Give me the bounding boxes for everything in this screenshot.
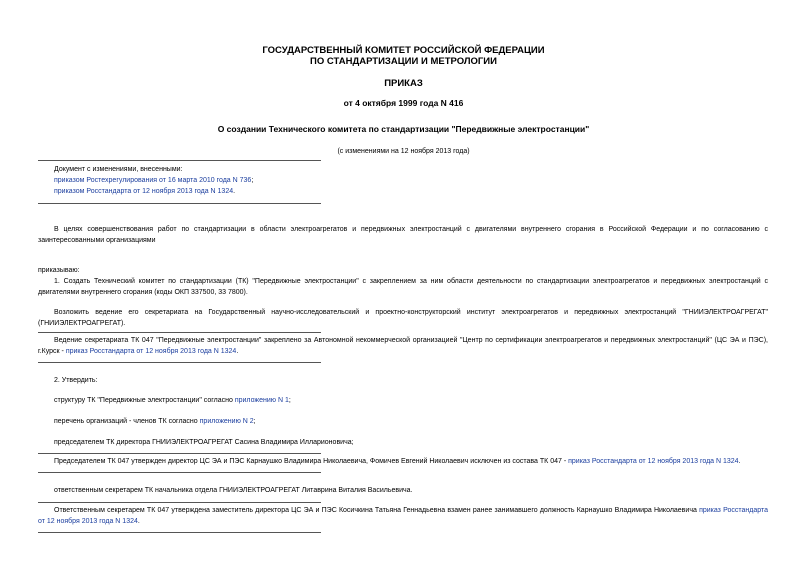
- doc-title: О создании Технического комитета по стандартизации "Передвижные электростанции": [217, 124, 590, 134]
- revision-note: (с изменениями на 12 ноября 2013 года): [337, 148, 470, 155]
- change-sep-1: ;: [251, 177, 254, 184]
- appendix-1-link[interactable]: приложению N 1: [234, 397, 289, 404]
- appendix-2-link[interactable]: приложению N 2: [199, 418, 254, 425]
- note-1-text: Ведение секретариата ТК 047 "Передвижные электростанции" закреплено за Автономной некоммерческой организацией "Центр по сертификации электроагрегатов и передвижных электростанций" (ЦС ЭА и ПЭС), г.Курск -: [38, 337, 768, 355]
- note-1: [38, 336, 768, 357]
- note-3-text: Ответственным секретарем ТК 047 утверждена заместитель директора ЦС ЭА и ПЭС Косичкина Татьяна Геннадьевна взамен ранее занимавшего должность Карнаушко Владимира Николаевича: [54, 507, 700, 514]
- note-2-text: Председателем ТК 047 утвержден директор ЦС ЭА и ПЭС Карнаушко Владимира Николаевича, Фомичев Евгений Николаевич исключен из состава ТК 047 -: [54, 458, 569, 465]
- divider: [38, 203, 321, 204]
- note-2-link[interactable]: приказ Росстандарта от 12 ноября 2013 года N 1324: [568, 458, 739, 465]
- note-1-link[interactable]: приказ Росстандарта от 12 ноября 2013 года N 1324: [65, 347, 237, 355]
- changes-intro: Документ с изменениями, внесенными:: [54, 166, 183, 173]
- paragraph-1b: Возложить ведение его секретариата на Государственный научно-исследовательский и проектно-конструкторский институт электроагрегатов и передвижных электростанций "ГНИИЭЛЕКТРОАГРЕГАТ" (ГНИИЭЛЕКТРОАГРЕГАТ).: [38, 309, 768, 327]
- divider: [38, 502, 321, 503]
- p2b-text: перечень организаций - членов ТК согласно: [54, 418, 200, 425]
- paragraph-2d: ответственным секретарем ТК начальника отдела ГНИИЭЛЕКТРОАГРЕГАТ Литаврина Виталия Васильевича.: [54, 487, 413, 494]
- paragraph-2a: [54, 396, 291, 407]
- p2a-text: структуру ТК "Передвижные электростанции" согласно: [54, 397, 235, 404]
- header-line-1: ГОСУДАРСТВЕННЫЙ КОМИТЕТ РОССИЙСКОЙ ФЕДЕРАЦИИ: [262, 45, 545, 56]
- change-link-2[interactable]: приказом Росстандарта от 12 ноября 2013 года N 1324: [54, 188, 234, 195]
- divider: [38, 472, 321, 473]
- note-3-end: .: [137, 517, 140, 525]
- divider: [38, 453, 321, 454]
- note-3: [38, 506, 768, 527]
- paragraph-2c: председателем ТК директора ГНИИЭЛЕКТРОАГРЕГАТ Сасина Владимира Илларионовича;: [54, 439, 354, 446]
- doc-type: ПРИКАЗ: [384, 78, 423, 89]
- p2a-end: ;: [288, 397, 291, 404]
- paragraph-2b: [54, 417, 256, 428]
- divider: [38, 362, 321, 363]
- paragraph-1: 1. Создать Технический комитет по стандартизации (ТК) "Передвижные электростанции" с закреплением за ним области деятельности по стандартизации электроагрегатов и передвижных электростанций с двигателями внутреннего сгорания (коды ОКП 337500, 33 7800).: [38, 278, 768, 296]
- note-1-end: .: [236, 347, 239, 355]
- order-word: приказываю:: [38, 267, 80, 274]
- divider: [38, 332, 321, 333]
- change-link-1[interactable]: приказом Ростехрегулирования от 16 марта 2010 года N 736: [54, 177, 252, 184]
- header-line-2: ПО СТАНДАРТИЗАЦИИ И МЕТРОЛОГИИ: [310, 56, 497, 67]
- note-2-end: .: [738, 458, 741, 465]
- note-2: [54, 457, 768, 468]
- preamble: В целях совершенствования работ по стандартизации в области электроагрегатов и передвижных электростанций с двигателями внутреннего сгорания в Российской Федерации и по согласованию с заинтересованными организациями: [38, 226, 768, 244]
- divider: [38, 532, 321, 533]
- paragraph-2: 2. Утвердить:: [54, 377, 98, 384]
- p2b-end: ;: [253, 418, 256, 425]
- note-3-link[interactable]: приказ Росстандарта от 12 ноября 2013 года N 1324: [38, 507, 768, 525]
- doc-date: от 4 октября 1999 года N 416: [343, 98, 464, 108]
- changes-box: [54, 165, 354, 196]
- change-sep-2: .: [233, 188, 236, 195]
- divider: [38, 160, 321, 161]
